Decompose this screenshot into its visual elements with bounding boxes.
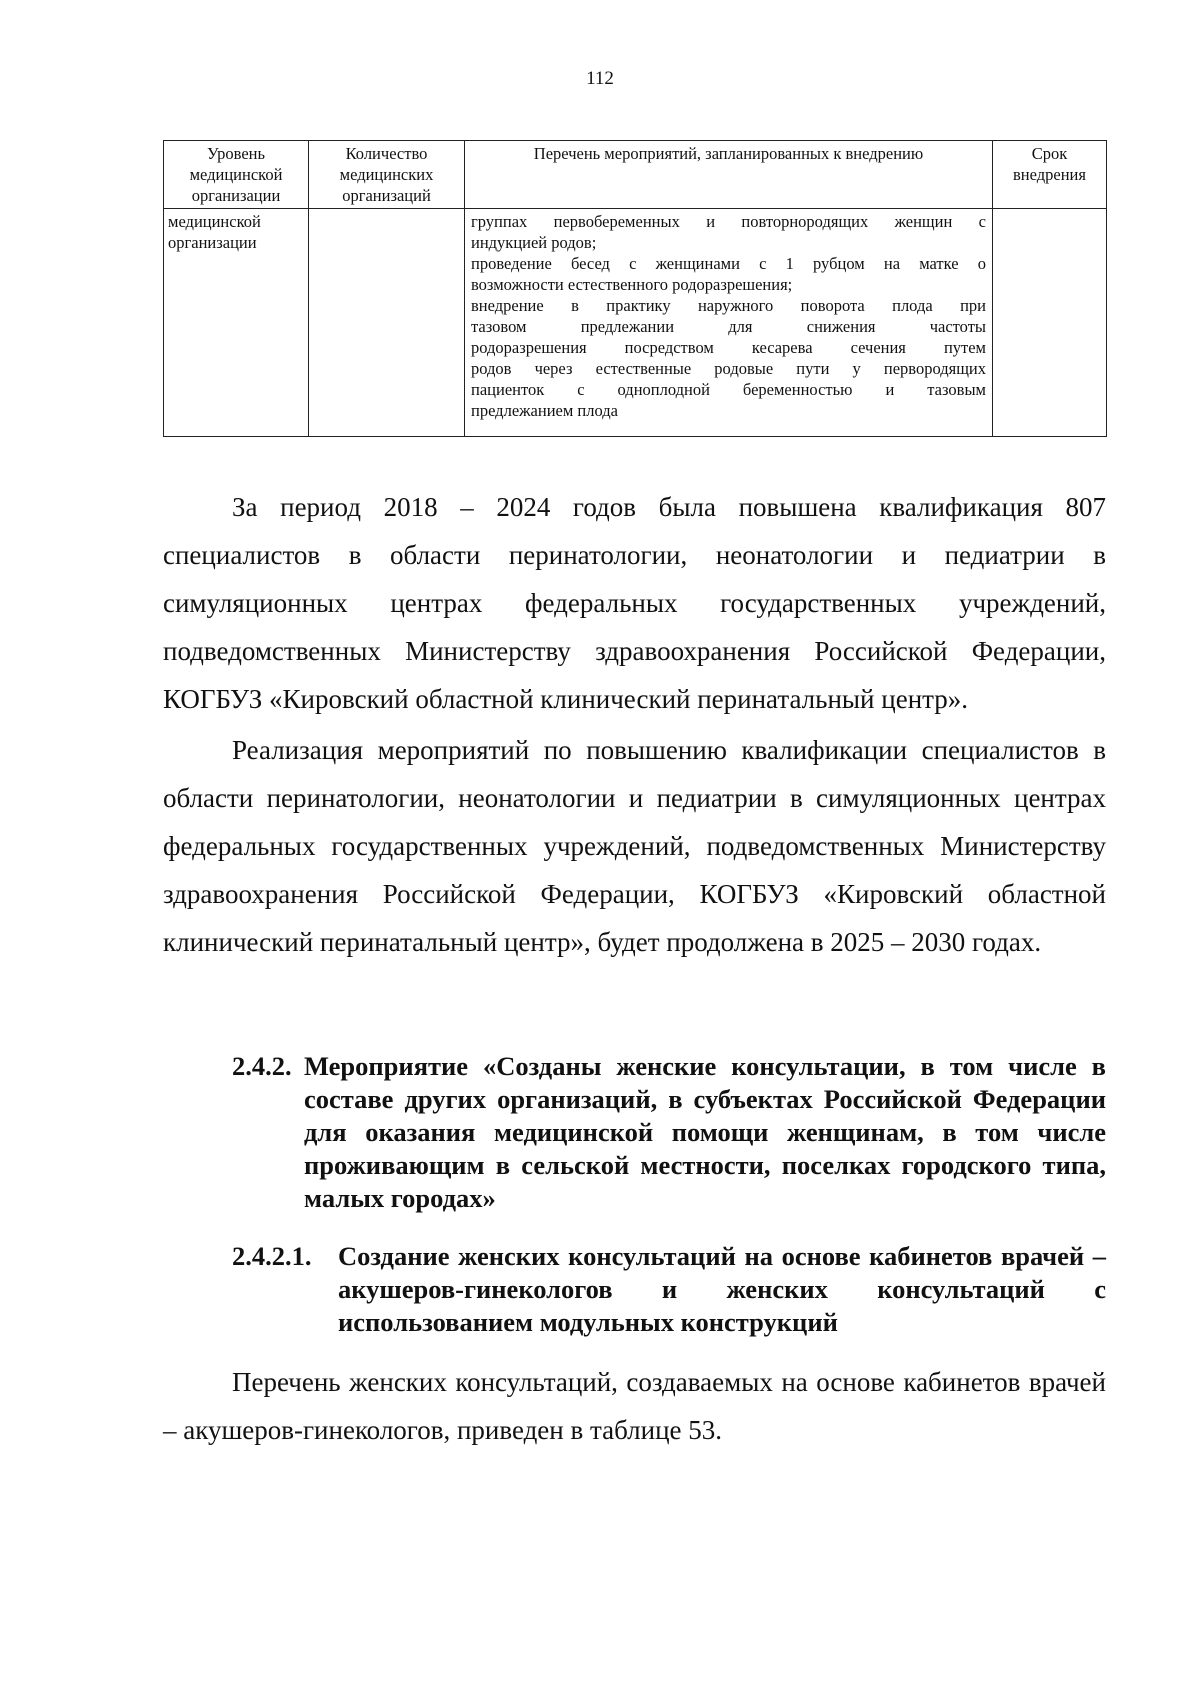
measures-table	[163, 140, 1107, 437]
paragraph-text: Перечень женских консультаций, создаваемых на основе кабинетов врачей – акушеров-гинекологов, приведен в таблице 53.	[163, 1367, 1106, 1445]
cell-measures	[465, 209, 993, 437]
table-header-row	[164, 141, 1107, 209]
page-number: 112	[586, 68, 614, 89]
measures-line: пациенток с одноплодной беременностью и тазовым	[471, 380, 986, 399]
header-count: Количество медицинских организаций	[309, 141, 465, 209]
section-title: Мероприятие «Созданы женские консультации, в том числе в составе других организаций, в субъектах Российской Федерации для оказания медицинской помощи женщинам, в том числе проживающим в сельской местности, поселках городского типа, малых городах»	[304, 1051, 1106, 1213]
measures-line: группах первобеременных и повторнородящих женщин с	[471, 212, 986, 231]
paragraph-training-continuation	[163, 726, 1106, 966]
measures-line: проведение бесед с женщинами с 1 рубцом на матке о	[471, 254, 986, 273]
paragraph-text: Реализация мероприятий по повышению квалификации специалистов в области перинатологии, неонатологии и педиатрии в симуляционных центрах федеральных государственных учреждений, подведомственных Министерству здравоохранения Российской Федерации, КОГБУЗ «Кировский областной клинический перинатальный центр», будет продолжена в 2025 – 2030 годах.	[163, 735, 1106, 957]
measures-line: родоразрешения посредством кесарева сечения путем	[471, 338, 986, 357]
section-number: 2.4.2.	[232, 1051, 292, 1081]
section-title: Создание женских консультаций на основе кабинетов врачей – акушеров-гинекологов и женских консультаций с использованием модульных конструкций	[338, 1241, 1106, 1337]
measures-line: тазовом предлежании для снижения частоты	[471, 317, 986, 336]
paragraph-table-reference	[163, 1358, 1106, 1454]
cell-level: медицинской организации	[164, 209, 309, 437]
header-term: Срок внедрения	[993, 141, 1107, 209]
section-heading-2-4-2-1	[232, 1240, 1106, 1339]
paragraph-text: За период 2018 – 2024 годов была повышена квалификация 807 специалистов в области перинатологии, неонатологии и педиатрии в симуляционных центрах федеральных государственных учреждений, подведомственных Министерству здравоохранения Российской Федерации, КОГБУЗ «Кировский областной клинический перинатальный центр».	[163, 492, 1106, 714]
measures-line: предлежанием плода	[471, 401, 618, 420]
paragraph-training-results	[163, 483, 1106, 723]
section-heading-2-4-2	[232, 1050, 1106, 1215]
cell-term	[993, 209, 1107, 437]
cell-count	[309, 209, 465, 437]
measures-line: родов через естественные родовые пути у первородящих	[471, 359, 986, 378]
header-level: Уровень медицинской организации	[164, 141, 309, 209]
section-number: 2.4.2.1.	[232, 1241, 312, 1271]
table-row	[164, 209, 1107, 437]
measures-line: внедрение в практику наружного поворота плода при	[471, 296, 986, 315]
measures-line: индукцией родов;	[471, 233, 597, 252]
measures-line: возможности естественного родоразрешения;	[471, 275, 793, 294]
header-measures: Перечень мероприятий, запланированных к внедрению	[465, 141, 993, 209]
